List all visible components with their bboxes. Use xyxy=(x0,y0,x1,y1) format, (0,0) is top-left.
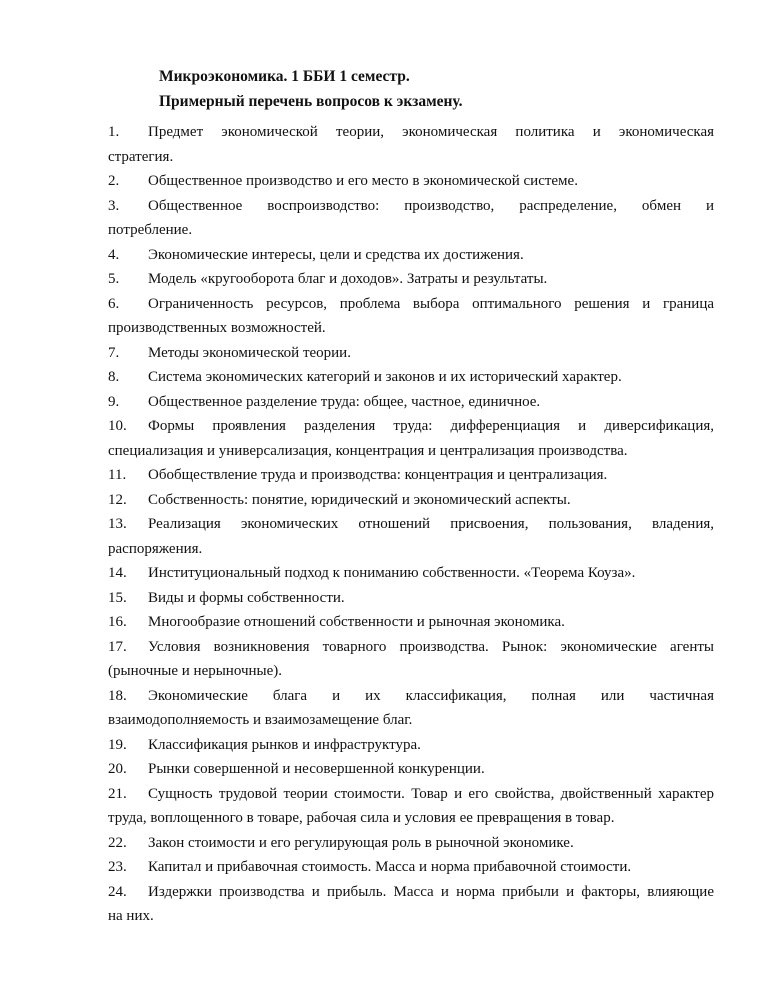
question-text-continuation: на них. xyxy=(108,908,154,924)
question-number: 11. xyxy=(108,467,127,483)
question-number: 9. xyxy=(108,393,120,410)
question-number: 3. xyxy=(108,197,120,214)
question-text: Предмет экономической теории, экономическая политика и экономическая xyxy=(148,124,714,140)
question-item xyxy=(108,586,714,611)
question-text: Многообразие отношений собственности и рыночная экономика. xyxy=(148,614,565,630)
question-item xyxy=(108,635,714,684)
question-number: 18. xyxy=(108,687,127,704)
document-subtitle: Примерный перечень вопросов к экзамену. xyxy=(159,93,463,110)
question-text: Общественное разделение труда: общее, частное, единичное. xyxy=(148,393,541,410)
question-text-continuation: труда, воплощенного в товаре, рабочая сила и условия ее превращения в товар. xyxy=(108,810,615,826)
question-item xyxy=(108,855,714,880)
question-text: Экономические блага и их классификация, полная или частичная xyxy=(148,687,714,704)
question-item xyxy=(108,684,714,733)
question-number: 5. xyxy=(108,271,120,287)
question-text: Издержки производства и прибыль. Масса и норма прибыли и факторы, влияющие xyxy=(148,883,714,900)
question-list xyxy=(108,120,714,929)
question-number: 15. xyxy=(108,589,127,606)
question-text: Виды и формы собственности. xyxy=(148,589,345,606)
question-item xyxy=(108,243,714,268)
question-text: Экономические интересы, цели и средства их достижения. xyxy=(148,246,524,263)
question-number: 6. xyxy=(108,295,120,312)
question-item xyxy=(108,610,714,635)
question-text-continuation: потребление. xyxy=(108,222,193,238)
question-number: 10. xyxy=(108,418,127,434)
question-number: 2. xyxy=(108,173,120,189)
question-item xyxy=(108,390,714,415)
question-number: 8. xyxy=(108,369,120,385)
question-item xyxy=(108,512,714,561)
question-item xyxy=(108,365,714,390)
question-text: Сущность трудовой теории стоимости. Товар и его свойства, двойственный характер xyxy=(148,785,714,802)
question-item xyxy=(108,120,714,169)
question-text: Формы проявления разделения труда: дифференциация и диверсификация, xyxy=(148,418,714,434)
question-text: Рынки совершенной и несовершенной конкуренции. xyxy=(148,761,485,777)
question-number: 17. xyxy=(108,638,127,655)
question-text: Обобществление труда и производства: концентрация и централизация. xyxy=(148,467,608,483)
question-number: 21. xyxy=(108,785,127,802)
question-item xyxy=(108,414,714,463)
question-item xyxy=(108,169,714,194)
question-text: Закон стоимости и его регулирующая роль в рыночной экономике. xyxy=(148,834,574,851)
question-number: 23. xyxy=(108,859,127,875)
question-item xyxy=(108,782,714,831)
question-item xyxy=(108,488,714,513)
question-text: Общественное воспроизводство: производство, распределение, обмен и xyxy=(148,197,714,214)
question-text-continuation: производственных возможностей. xyxy=(108,320,326,336)
question-text: Институциональный подход к пониманию собственности. «Теорема Коуза». xyxy=(148,565,636,581)
document-title: Микроэкономика. 1 ББИ 1 семестр. xyxy=(159,68,410,85)
question-text: Капитал и прибавочная стоимость. Масса и норма прибавочной стоимости. xyxy=(148,859,632,875)
question-number: 22. xyxy=(108,834,127,851)
question-text: Ограниченность ресурсов, проблема выбора оптимального решения и граница xyxy=(148,295,714,312)
question-number: 13. xyxy=(108,516,127,532)
question-item xyxy=(108,267,714,292)
question-item xyxy=(108,341,714,366)
question-item xyxy=(108,561,714,586)
question-number: 7. xyxy=(108,344,120,361)
question-item xyxy=(108,757,714,782)
question-number: 24. xyxy=(108,883,127,900)
question-text: Реализация экономических отношений присвоения, пользования, владения, xyxy=(148,516,714,532)
question-text: Общественное производство и его место в экономической системе. xyxy=(148,173,578,189)
question-text: Система экономических категорий и законов и их исторический характер. xyxy=(148,369,622,385)
question-number: 19. xyxy=(108,736,127,753)
question-item xyxy=(108,880,714,929)
question-item xyxy=(108,463,714,488)
question-text-continuation: взаимодополняемость и взаимозамещение благ. xyxy=(108,712,413,728)
question-item xyxy=(108,831,714,856)
question-text-continuation: распоряжения. xyxy=(108,540,203,557)
question-text: Собственность: понятие, юридический и экономический аспекты. xyxy=(148,491,571,508)
question-number: 20. xyxy=(108,761,127,777)
question-text: Классификация рынков и инфраструктура. xyxy=(148,736,421,753)
question-number: 12. xyxy=(108,491,127,508)
question-number: 14. xyxy=(108,565,127,581)
question-item xyxy=(108,733,714,758)
question-number: 1. xyxy=(108,124,120,140)
question-text: Модель «кругооборота благ и доходов». Затраты и результаты. xyxy=(148,271,548,287)
question-number: 16. xyxy=(108,614,127,630)
question-text-continuation: специализация и универсализация, концентрация и централизация производства. xyxy=(108,442,628,459)
question-text: Условия возникновения товарного производства. Рынок: экономические агенты xyxy=(148,638,714,655)
question-item xyxy=(108,292,714,341)
question-text: Методы экономической теории. xyxy=(148,344,351,361)
question-number: 4. xyxy=(108,246,120,263)
question-item xyxy=(108,194,714,243)
question-text-continuation: (рыночные и нерыночные). xyxy=(108,663,283,679)
question-text-continuation: стратегия. xyxy=(108,148,174,165)
